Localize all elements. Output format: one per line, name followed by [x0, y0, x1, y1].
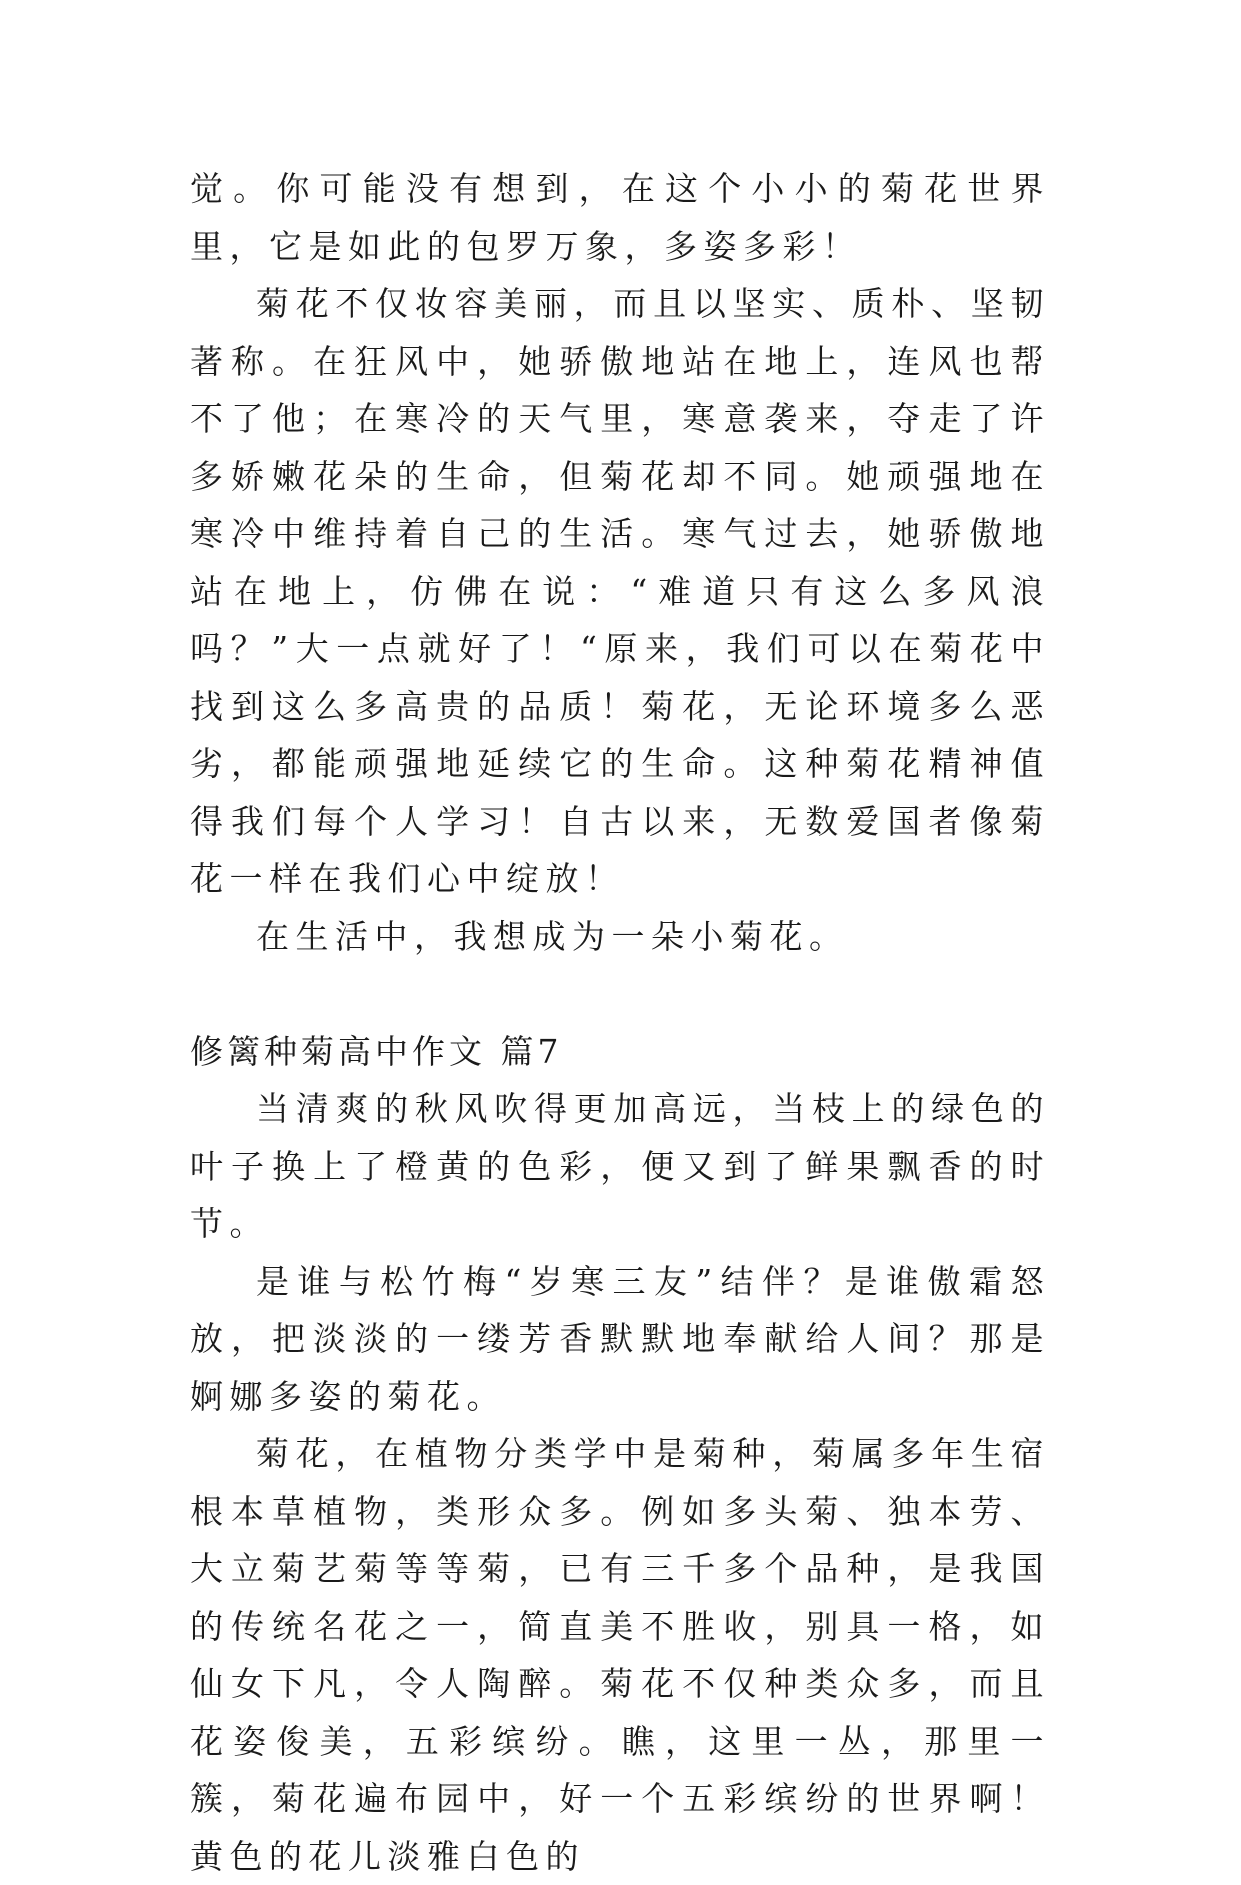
paragraph-autumn-wind: 当清爽的秋风吹得更加高远，当枝上的绿色的叶子换上了橙黄的色彩，便又到了鲜果飘香的时节。: [190, 1089, 1050, 1243]
section-heading: 修篱种菊高中作文 篇7: [190, 1031, 563, 1071]
paragraph-little-chrysanthemum: 在生活中，我想成为一朵小菊花。: [256, 916, 849, 956]
page-content: [190, 160, 1050, 1885]
paragraph-three-friends: 是谁与松竹梅“岁寒三友”结伴？是谁傲霜怒放，把淡淡的一缕芳香默默地奉献给人间？那是婀娜多姿的菊花。: [190, 1261, 1050, 1416]
paragraph-chrysanthemum-virtues: 菊花不仅妆容美丽，而且以坚实、质朴、坚韧著称。在狂风中，她骄傲地站在地上，连风也帮不了他；在寒冷的天气里，寒意袭来，夺走了许多娇嫩花朵的生命，但菊花却不同。她顽强地在寒冷中维持着自己的生活。寒气过去，她骄傲地站在地上，仿佛在说：“难道只有这么多风浪吗？”大一点就好了！“原来，我们可以在菊花中找到这么多高贵的品质！菊花，无论环境多么恶劣，都能顽强地延续它的生命。这种菊花精神值得我们每个人学习！自古以来，无数爱国者像菊花一样在我们心中绽放！: [190, 284, 1050, 898]
paragraph-classification: 菊花，在植物分类学中是菊种，菊属多年生宿根本草植物，类形众多。例如多头菊、独本劳、大立菊艺菊等等菊，已有三千多个品种，是我国的传统名花之一，简直美不胜收，别具一格，如仙女下凡，令人陶醉。菊花不仅种类众多，而且花姿俊美，五彩缤纷。瞧，这里一丛，那里一簇，菊花遍布园中，好一个五彩缤纷的世界啊！黄色的花儿淡雅白色的: [190, 1434, 1050, 1876]
paragraph-continued: 觉。你可能没有想到，在这个小小的菊花世界里，它是如此的包罗万象，多姿多彩！: [190, 169, 1050, 266]
blank-line: [190, 965, 1050, 1023]
